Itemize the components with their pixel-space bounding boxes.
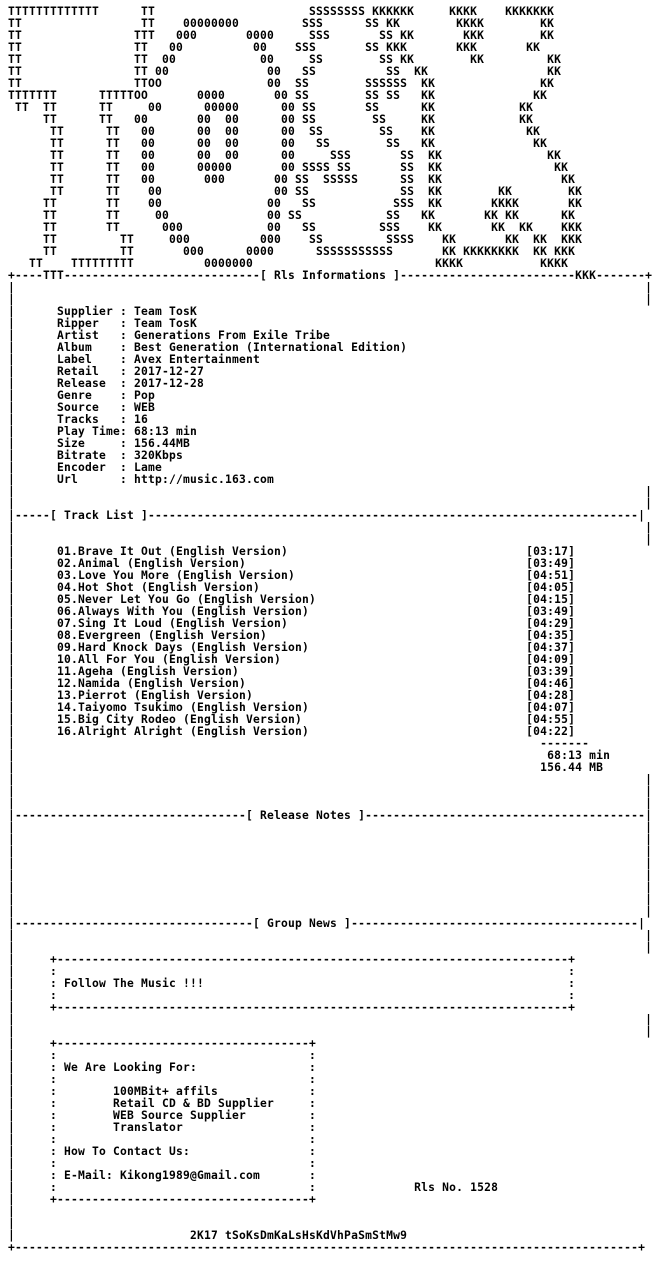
box-border: | +-------------------------------------------------------------------------+: [8, 1001, 576, 1014]
track-row: | 07.Sing It Loud (English Version) [04:29]: [8, 617, 576, 630]
total-size: | 156.44 MB: [8, 761, 604, 774]
banner-line: TTTTTTTTTTTTT TT SSSSSSSS KKKKKK KKKK KKKKKKK: [8, 5, 555, 18]
track-list-header: |-----[ Track List ]----------------------------------------------------------------------|: [8, 509, 646, 522]
box-border: | +------------------------------------+: [8, 1193, 317, 1206]
banner-line: TT TT 00 00 SS SS KK KK KK: [8, 53, 562, 66]
blank-line: | |: [8, 773, 653, 786]
info-row-tracks: | Tracks : 16: [8, 413, 149, 426]
track-row: | 14.Taiyomo Tsukimo (English Version) [04:07]: [8, 701, 576, 714]
banner-line: TT TT 00 00000 00 SSSS SS SS KK KK: [8, 161, 569, 174]
banner-line: TT TT 00 00 00 00 SSS SS KK KK: [8, 149, 562, 162]
track-row: | 09.Hard Knock Days (English Version) [04:37]: [8, 641, 576, 654]
bottom-border: +-----------------------------------------------------------------------------------------+: [8, 1241, 646, 1254]
banner-line: TT TT 00000000 SSS SS KK KKKK KK: [8, 17, 555, 30]
follow-box: [8, 954, 672, 1014]
blank-line: | |: [8, 833, 653, 846]
blank-line: | |: [8, 929, 653, 942]
blank-line: | |: [8, 845, 653, 858]
track-row: | 06.Always With You (English Version) [03:49]: [8, 605, 576, 618]
blank-line: | |: [8, 905, 653, 918]
track-row: | 05.Never Let You Go (English Version) [04:15]: [8, 593, 576, 606]
signature: | 2K17 tSoKsDmKaLsHsKdVhPaSmStMw9: [8, 1229, 408, 1242]
info-row-release: | Release : 2017-12-28: [8, 377, 205, 390]
info-row-artist: | Artist : Generations From Exile Tribe: [8, 329, 331, 342]
totals-divider: | -------: [8, 737, 590, 750]
box-line: | : :: [8, 1157, 317, 1170]
blank-line: | |: [8, 785, 653, 798]
info-row-ripper: | Ripper : Team TosK: [8, 317, 198, 330]
box-line: | : :: [8, 1073, 317, 1086]
info-row-supplier: | Supplier : Team TosK: [8, 305, 198, 318]
info-row-genre: | Genre : Pop: [8, 389, 156, 402]
blank-line: | |: [8, 857, 653, 870]
banner-line: TT TT 000 000 SS SSSS KK KK KK KKK: [8, 233, 583, 246]
banner-line: TT TT 00 00 00 00 SS SS KK KK: [8, 125, 541, 138]
blank-line: | |: [8, 497, 653, 510]
banner-line: TT TTT 000 0000 SSS SS KK KKK KK: [8, 29, 555, 42]
release-notes-header: |---------------------------------[ Release Notes ]----------------------------------------|: [8, 809, 653, 822]
ascii-banner: [8, 6, 672, 270]
banner-line: TTTTTTT TTTTTOO 0000 00 SS SS SS KK KK: [8, 89, 548, 102]
looking-for-box: [8, 1038, 672, 1206]
box-line: | : :: [8, 989, 576, 1002]
blank-line: | |: [8, 485, 653, 498]
release-info: [8, 306, 672, 486]
box-line: | : :: [8, 965, 576, 978]
info-row-retail: | Retail : 2017-12-27: [8, 365, 205, 378]
banner-line: TT TTOO 00 SS SSSSSS KK KK: [8, 77, 555, 90]
banner-line: TT TT 00 00 SSS SS KKK KKK KK: [8, 41, 541, 54]
blank-line: | |: [8, 893, 653, 906]
info-row-label: | Label : Avex Entertainment: [8, 353, 261, 366]
banner-line: TT TT 000 00 SS SSS KK KK KK KKK: [8, 221, 583, 234]
blank-line: | |: [8, 1025, 653, 1038]
box-border: | +------------------------------------+: [8, 1037, 317, 1050]
group-news-header: |----------------------------------[ Group News ]-----------------------------------------|: [8, 917, 646, 930]
info-row-size: | Size : 156.44MB: [8, 437, 191, 450]
blank-line: | |: [8, 881, 653, 894]
banner-line: TT TT 000 0000 SSSSSSSSSSS KK KKKKKKKK KK KKK: [8, 245, 576, 258]
info-row-url: | Url : http://music.163.com: [8, 473, 275, 486]
info-row-album: | Album : Best Generation (International Edition): [8, 341, 408, 354]
banner-line: TT TT 00 00 00 00 SS SS KK KK: [8, 113, 534, 126]
looking-item: | : Translator :: [8, 1121, 317, 1134]
rls-info-header: +----TTT----------------------------[ Rls Informations ]-------------------------KKK-------+: [8, 269, 653, 282]
banner-line: TT TT 00 00 SS SS KK KK KK: [8, 185, 583, 198]
track-row: | 01.Brave It Out (English Version) [03:17]: [8, 545, 576, 558]
track-row: | 12.Namida (English Version) [04:46]: [8, 677, 576, 690]
track-row: | 13.Pierrot (English Version) [04:28]: [8, 689, 576, 702]
blank-line: | |: [8, 869, 653, 882]
track-row: | 10.All For You (English Version) [04:09]: [8, 653, 576, 666]
info-row-playtime: | Play Time: 68:13 min: [8, 425, 198, 438]
banner-line: TT TT 00 00 SS SS KK KK: [8, 65, 562, 78]
blank-line: |: [8, 1217, 16, 1230]
track-row: | 03.Love You More (English Version) [04:51]: [8, 569, 576, 582]
track-row: | 11.Ageha (English Version) [03:39]: [8, 665, 576, 678]
blank-line: | |: [8, 1013, 653, 1026]
banner-line: TT TT 00 00 00 00 SS SS KK KK: [8, 137, 548, 150]
blank-line: | |: [8, 281, 653, 294]
contact-email: | : E-Mail: Kikong1989@Gmail.com :: [8, 1169, 317, 1182]
contact-title: | : How To Contact Us: :: [8, 1145, 317, 1158]
track-row: | 08.Evergreen (English Version) [04:35]: [8, 629, 576, 642]
banner-line: TT TT 00 00 SS SSS KK KKKK KK: [8, 197, 583, 210]
info-row-bitrate: | Bitrate : 320Kbps: [8, 449, 184, 462]
looking-item: | : Retail CD & BD Supplier :: [8, 1097, 317, 1110]
info-row-encoder: | Encoder : Lame: [8, 461, 163, 474]
track-list: [8, 546, 672, 774]
box-line: | : :: [8, 1049, 317, 1062]
track-row: | 15.Big City Rodeo (English Version) [04:55]: [8, 713, 576, 726]
rls-number-line: | : : Rls No. 1528: [8, 1181, 499, 1194]
total-playtime: | 68:13 min: [8, 749, 611, 762]
info-row-source: | Source : WEB: [8, 401, 156, 414]
follow-the-music: | : Follow The Music !!! :: [8, 977, 576, 990]
blank-line: | |: [8, 533, 653, 546]
track-row: | 02.Animal (English Version) [03:49]: [8, 557, 576, 570]
blank-line: | |: [8, 521, 653, 534]
banner-line: TT TTTTTTTTT 0000000 KKKK KKKK: [8, 257, 569, 270]
track-row: | 16.Alright Alright (English Version) [04:22]: [8, 725, 576, 738]
blank-line: |: [8, 1205, 16, 1218]
track-row: | 04.Hot Shot (English Version) [04:05]: [8, 581, 576, 594]
blank-line: | |: [8, 821, 653, 834]
box-border: | +-------------------------------------------------------------------------+: [8, 953, 576, 966]
blank-line: | |: [8, 293, 653, 306]
banner-line: TT TT 00 000 00 SS SSSSS SS KK KK: [8, 173, 576, 186]
blank-line: | |: [8, 941, 653, 954]
blank-line: | |: [8, 797, 653, 810]
box-line: | : :: [8, 1133, 317, 1146]
banner-line: TT TT 00 00 SS SS KK KK KK KK: [8, 209, 576, 222]
looking-item: | : WEB Source Supplier :: [8, 1109, 317, 1122]
banner-line: TT TT TT 00 00000 00 SS SS KK KK: [8, 101, 534, 114]
looking-for-title: | : We Are Looking For: :: [8, 1061, 317, 1074]
looking-item: | : 100MBit+ affils :: [8, 1085, 317, 1098]
